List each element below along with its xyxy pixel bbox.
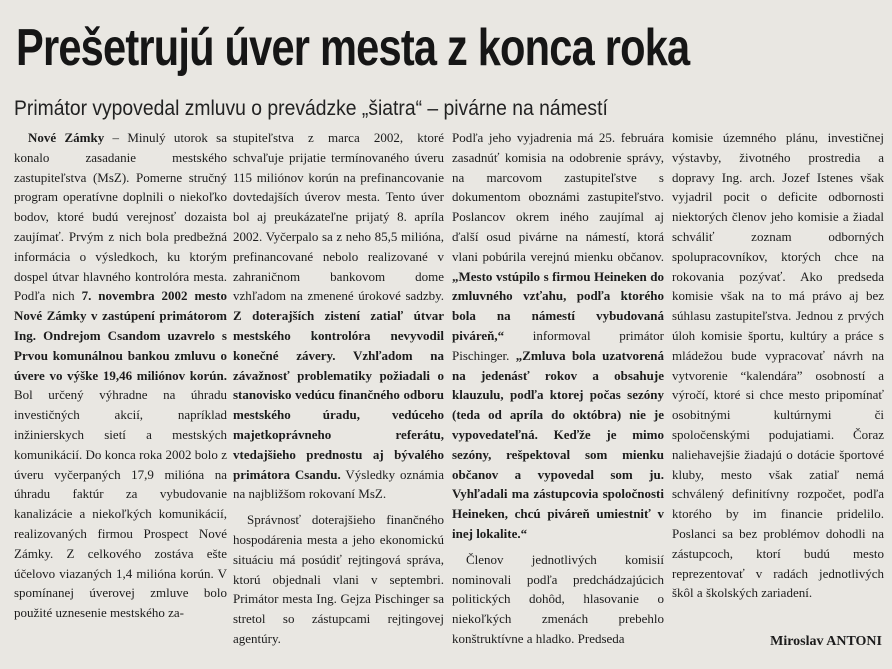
bold-text-run: 7. novembra 2002 mesto Nové Zámky v zastúpení primátorom Ing. Ondrejom Csandom uzavrelo s Prvou komunálnou bankou zmluvu o úvere vo výške 19,46 miliónov korún. — [14, 288, 227, 383]
article-column-3 — [452, 128, 664, 669]
text-run: Správnosť doterajšieho finančného hospodárenia mesta a jeho ekonomickú situáciu má posúdiť rejtingová správa, ktorú objednali vlani v septembri. Primátor mesta Ing. Gejza Pischinger sa stretol so zástupcami rejtingovej agentúry. — [233, 512, 444, 646]
headline: Prešetrujú úver mesta z konca roka — [16, 19, 690, 77]
paragraph — [233, 510, 444, 649]
bold-text-run: Nové Zámky — [28, 130, 105, 145]
article-column-4 — [672, 128, 884, 628]
text-run: stupiteľstva z marca 2002, ktoré schvaľuje prijatie termínovaného úveru 115 miliónov korún na prefinancovanie dovtedajších úverov mesta. Tento úver bol aj preukázateľne prijatý 8. apríla 2002. Vyčerpalo sa z neho 85,5 milióna, prefinancované nebolo realizované v zahraničnom bankovom dome vzhľadom na zmenené úrokové sadzby. — [233, 130, 444, 304]
bold-text-run: „Zmluva bola uzatvorená na jedenásť rokov a obsahuje klauzulu, podľa ktorej počas sezóny (teda od apríla do októbra) nie je vypovedateľná. Keďže je mimo sezóny, rešpektoval som mienku občanov a vypovedal som ju. Vyhľadali ma zástupcovia spoločnosti Heineken, chcú piváreň umiestniť v inej lokalite.“ — [452, 347, 664, 541]
text-run: Podľa jeho vyjadrenia má 25. februára zasadnúť komisia na odobrenie správy, na marcovom zastupiteľstve s dokumentom oboznámi zastupiteľstvo. Poslancov okrem iného zaujímal aj ďalší osud pivárne na námestí, ktorá vlani pobúrila verejnú mienku občanov. — [452, 130, 664, 264]
paragraph — [672, 128, 884, 603]
paragraph — [233, 128, 444, 504]
bold-text-run: Z doterajších zistení zatiaľ útvar mestského kontrolóra nevyvodil konečné závery. Vzhľadom na závažnosť problematiky požiadali o stanovisko vedúcu finančného odboru mestského úradu, vedúceho majetkoprávneho referátu, vtedajšieho prednostu aj bývalého primátora Csandu. — [233, 308, 444, 482]
text-run: – Minulý utorok sa konalo zasadanie mestského zastupiteľstva (MsZ). Pomerne stručný program operatívne doplnili o niekoľko bodov, ktoré budú verejnosť dozaista zaujímať. Prvým z nich bola predbežná informácia o výsledkoch, ku ktorým dospel útvar hlavného kontrolóra mesta. Podľa nich — [14, 130, 227, 304]
paragraph — [452, 550, 664, 649]
subheadline: Primátor vypovedal zmluvu o prevádzke „šiatra“ – pivárne na námestí — [14, 97, 608, 120]
paragraph — [14, 128, 227, 623]
text-run: Výsledky oznámia na najbližšom rokovaní MsZ. — [233, 466, 444, 502]
text-run: Bol určený výhradne na úhradu investičných akcií, napríklad inžinierskych sietí a mestských komunikácií. Do konca roka 2002 bolo z úveru vyčerpaných 17,9 milióna na úhradu faktúr za vybudovanie kanalizácie a niekoľkých komunikácií, realizovaných firmou Prospect Nové Zámky. Z celkového zostáva ešte účelovo viazaných 1,4 milióna korún. V spomínanej úverovej zmluve bolo použité uznesenie mestského za- — [14, 387, 227, 621]
paragraph — [452, 128, 664, 544]
text-run: komisie územného plánu, investičnej výstavby, životného prostredia a dopravy Ing. arch. Jozef Istenes však vyjadril pocit o deficite odbornosti niektorých členov jeho komisie a žiadal schváliť zoznam odborných spolupracovníkov, ktorých chce na rokovania pozývať. Ako predseda komisie však na to má právo aj bez súhlasu zastupiteľstva. Jednou z prvých úloh komisie športu, kultúry a práce s mládežou bude vypracovať návrh na vytvorenie “kalendára” osobností a výročí, ktoré si chce mesto pripomínať osobitnými kultúrnymi či spoločenskými podujatiami. Čoraz naliehavejšie žiadajú o dotácie športové kluby, mesto však zatiaľ nemá schválený definitívny rozpočet, podľa ktorého by im financie pridelilo. Poslanci sa bez problémov dohodli na zástupcoch, ktorí budú mesto reprezentovať v radách jednotlivých škôl a školských zariadení. — [672, 130, 884, 601]
text-run: Členov jednotlivých komisií nominovali podľa predchádzajúcich politických dohôd, hlasovanie o niekoľkých zmenách prebehlo konštruktívne a hladko. Predseda — [452, 551, 664, 646]
article-column-2 — [233, 128, 444, 669]
article-column-1 — [14, 128, 227, 669]
text-run: informoval primátor Pischinger. — [452, 327, 664, 363]
author-byline: Miroslav ANTONI — [770, 634, 882, 649]
bold-text-run: „Mesto vstúpilo s firmou Heineken do zmluvného vzťahu, podľa ktorého bola na námestí vybudovaná piváreň,“ — [452, 268, 664, 343]
